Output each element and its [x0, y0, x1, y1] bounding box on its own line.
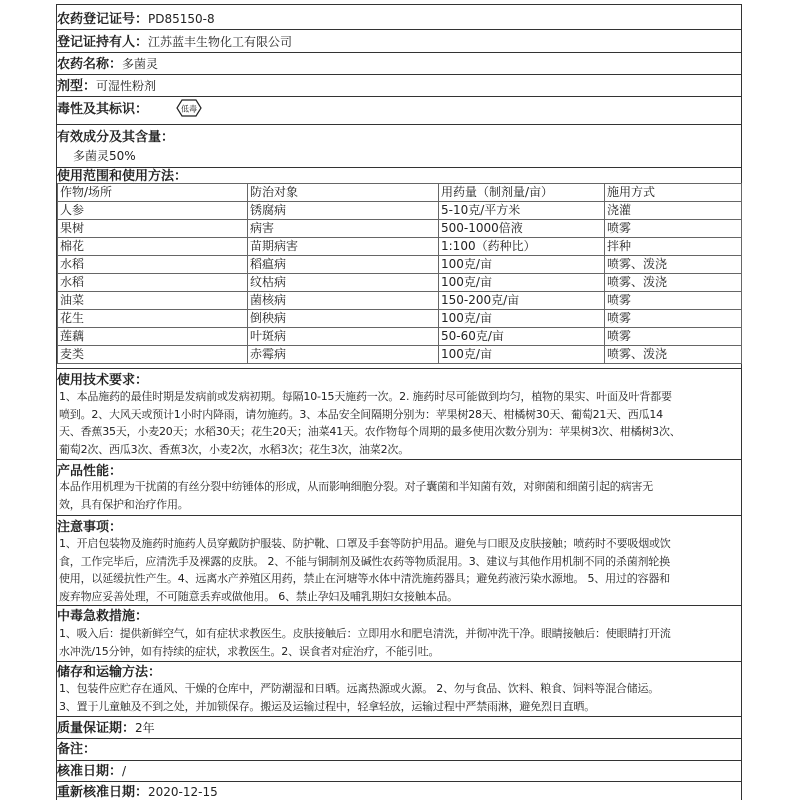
precautions-label: 注意事项： — [57, 520, 123, 535]
text-line: 1、包装件应贮存在通风、干燥的仓库中，严防潮湿和日晒。远离热源或火源。 2、勿与食品、饮料、粮食、饲料等混合储运。 — [59, 682, 660, 695]
name-label: 农药名称： — [57, 57, 123, 72]
table-cell: 50-60克/亩 — [439, 328, 605, 346]
table-cell: 水稻 — [58, 256, 248, 274]
holder-value: 江苏蓝丰生物化工有限公司 — [148, 35, 293, 49]
table-cell: 150-200克/亩 — [439, 292, 605, 310]
divider — [57, 605, 741, 606]
table-cell: 果树 — [58, 220, 248, 238]
name-row — [57, 57, 741, 72]
warranty-value: 2年 — [135, 721, 155, 735]
table-cell: 拌种 — [605, 238, 742, 256]
divider — [57, 716, 741, 717]
first-aid-label-row — [57, 609, 741, 624]
table-cell: 喷雾 — [605, 220, 742, 238]
formulation-label: 剂型： — [57, 79, 97, 94]
remarks-row — [57, 742, 741, 757]
technique-label-row — [57, 373, 741, 388]
storage-label: 储存和运输方法： — [57, 665, 162, 680]
active-value-row — [73, 149, 741, 163]
divider — [57, 167, 741, 168]
divider — [57, 52, 741, 53]
text-line: 1、开启包装物及施药时施药人员穿戴防护服装、防护靴、口罩及手套等防护用品。避免与口眼及皮肤接触；喷药时不要吸烟或饮 — [59, 537, 671, 550]
divider — [57, 74, 741, 75]
approval-date-value: / — [122, 764, 127, 778]
badge-text: 低毒 — [181, 104, 197, 114]
divider — [57, 459, 741, 460]
table-row — [58, 292, 742, 310]
table-row — [58, 202, 742, 220]
formulation-value: 可湿性粉剂 — [96, 79, 157, 93]
table-cell: 喷雾 — [605, 328, 742, 346]
table-cell: 喷雾、泼浇 — [605, 256, 742, 274]
reapproval-date-row — [57, 785, 741, 800]
table-cell: 喷雾、泼浇 — [605, 274, 742, 292]
table-cell: 稻瘟病 — [248, 256, 439, 274]
divider — [57, 661, 741, 662]
table-cell: 喷雾、泼浇 — [605, 346, 742, 364]
table-cell: 100克/亩 — [439, 256, 605, 274]
table-cell: 纹枯病 — [248, 274, 439, 292]
table-cell: 锈腐病 — [248, 202, 439, 220]
divider — [57, 760, 741, 761]
table-cell: 叶斑病 — [248, 328, 439, 346]
name-value: 多菌灵 — [122, 57, 159, 71]
text-line: 效，具有保护和治疗作用。 — [59, 497, 189, 511]
table-row — [58, 310, 742, 328]
approval-date-row — [57, 764, 741, 779]
toxicity-row — [57, 102, 741, 117]
divider — [57, 515, 741, 516]
table-row — [58, 328, 742, 346]
low-toxicity-badge-icon — [176, 99, 202, 117]
table-row — [58, 346, 742, 364]
table-cell: 水稻 — [58, 274, 248, 292]
text-line: 废弃物应妥善处理，不可随意丢弃或做他用。 6、禁止孕妇及哺乳期妇女接触本品。 — [59, 589, 458, 603]
formulation-row — [57, 79, 741, 94]
table-cell: 病害 — [248, 220, 439, 238]
text-line: 1、本品施药的最佳时期是发病前或发病初期。每隔10-15天施药一次。2. 施药时尽可能做到均匀，植物的果实、叶面及叶背都要 — [59, 390, 672, 403]
table-header-row — [58, 184, 742, 202]
reapproval-date-label: 重新核准日期： — [57, 785, 149, 800]
text-line: 3、置于儿童触及不到之处，并加锁保存。搬运及运输过程中，轻拿轻放，运输过程中严禁雨淋，避免烈日直晒。 — [59, 699, 595, 713]
table-cell: 喷雾 — [605, 310, 742, 328]
first-aid-label: 中毒急救措施： — [57, 609, 149, 624]
text-line: 葡萄2次、西瓜3次、香蕉3次，小麦2次，水稻3次；花生3次，油菜2次。 — [59, 442, 409, 456]
table-cell: 花生 — [58, 310, 248, 328]
text-line: 食，工作完毕后，应清洗手及裸露的皮肤。 2、不能与铜制剂及碱性农药等物质混用。3、建议与其他作用机制不同的杀菌剂轮换 — [59, 554, 670, 568]
precautions-text — [59, 535, 737, 605]
performance-label-row — [57, 464, 741, 479]
text-line: 本品作用机理为干扰菌的有丝分裂中纺锤体的形成，从而影响细胞分裂。对子囊菌和半知菌有效，对卵菌和细菌引起的病害无 — [59, 480, 653, 493]
technique-text — [59, 388, 737, 458]
table-cell: 5-10克/平方米 — [439, 202, 605, 220]
registration-label: 农药登记证号： — [57, 12, 149, 27]
holder-row — [57, 35, 741, 50]
table-cell: 人参 — [58, 202, 248, 220]
holder-label: 登记证持有人： — [57, 35, 149, 50]
remarks-label: 备注： — [57, 742, 97, 757]
table-cell: 100克/亩 — [439, 274, 605, 292]
table-cell: 用药量（制剂量/亩） — [439, 184, 605, 202]
table-cell: 防治对象 — [248, 184, 439, 202]
table-cell: 倒秧病 — [248, 310, 439, 328]
table-row — [58, 238, 742, 256]
active-value: 多菌灵50% — [73, 149, 136, 163]
active-label-row — [57, 130, 741, 145]
table-cell: 喷雾 — [605, 292, 742, 310]
divider — [57, 124, 741, 125]
usage-label: 使用范围和使用方法： — [57, 169, 188, 184]
registration-number: PD85150-8 — [148, 12, 215, 26]
toxicity-label: 毒性及其标识： — [57, 102, 149, 117]
divider — [57, 29, 741, 30]
precautions-label-row — [57, 520, 741, 535]
registration-row — [57, 12, 741, 27]
table-row — [58, 256, 742, 274]
warranty-row — [57, 721, 741, 736]
text-line: 使用，以延缓抗性产生。4、远离水产养殖区用药，禁止在河塘等水体中清洗施药器具；避免药液污染水源地。 5、用过的容器和 — [59, 572, 670, 585]
table-cell: 棉花 — [58, 238, 248, 256]
divider — [57, 738, 741, 739]
text-line: 1、吸入后：提供新鲜空气，如有症状求教医生。皮肤接触后：立即用水和肥皂清洗，并彻冲洗干净。眼睛接触后：使眼睛打开流 — [59, 627, 671, 640]
table-cell: 麦类 — [58, 346, 248, 364]
table-row — [58, 220, 742, 238]
first-aid-text — [59, 625, 737, 660]
usage-label-row — [57, 169, 741, 184]
table-cell: 1:100（药种比） — [439, 238, 605, 256]
table-row — [58, 274, 742, 292]
approval-date-label: 核准日期： — [57, 764, 123, 779]
active-label: 有效成分及其含量： — [57, 130, 175, 145]
storage-text — [59, 680, 737, 715]
performance-text — [59, 478, 737, 513]
storage-label-row — [57, 665, 741, 680]
text-line: 喷到。2、大风天或预计1小时内降雨，请勿施药。3、本品安全间隔期分别为：苹果树28天、柑橘树30天、葡萄21天、西瓜14 — [59, 407, 663, 421]
pesticide-label-document — [56, 4, 742, 800]
divider — [57, 96, 741, 97]
table-cell: 苗期病害 — [248, 238, 439, 256]
usage-table — [57, 183, 742, 364]
performance-label: 产品性能： — [57, 464, 123, 479]
table-cell: 作物/场所 — [58, 184, 248, 202]
divider — [57, 781, 741, 782]
table-cell: 100克/亩 — [439, 346, 605, 364]
table-cell: 施用方式 — [605, 184, 742, 202]
divider — [57, 368, 741, 369]
text-line: 水冲洗/15分钟，如有持续的症状，求教医生。2、误食者对症治疗，不能引吐。 — [59, 644, 440, 658]
table-cell: 浇灌 — [605, 202, 742, 220]
reapproval-date-value: 2020-12-15 — [148, 785, 218, 799]
table-cell: 菌核病 — [248, 292, 439, 310]
table-cell: 500-1000倍液 — [439, 220, 605, 238]
table-cell: 油菜 — [58, 292, 248, 310]
table-cell: 赤霉病 — [248, 346, 439, 364]
technique-label: 使用技术要求： — [57, 373, 149, 388]
table-cell: 莲藕 — [58, 328, 248, 346]
warranty-label: 质量保证期： — [57, 721, 136, 736]
table-cell: 100克/亩 — [439, 310, 605, 328]
text-line: 天、香蕉35天，小麦20天；水稻30天；花生20天；油菜41天。农作物每个周期的最多使用次数分别为：苹果树3次、柑橘树3次、 — [59, 425, 681, 438]
